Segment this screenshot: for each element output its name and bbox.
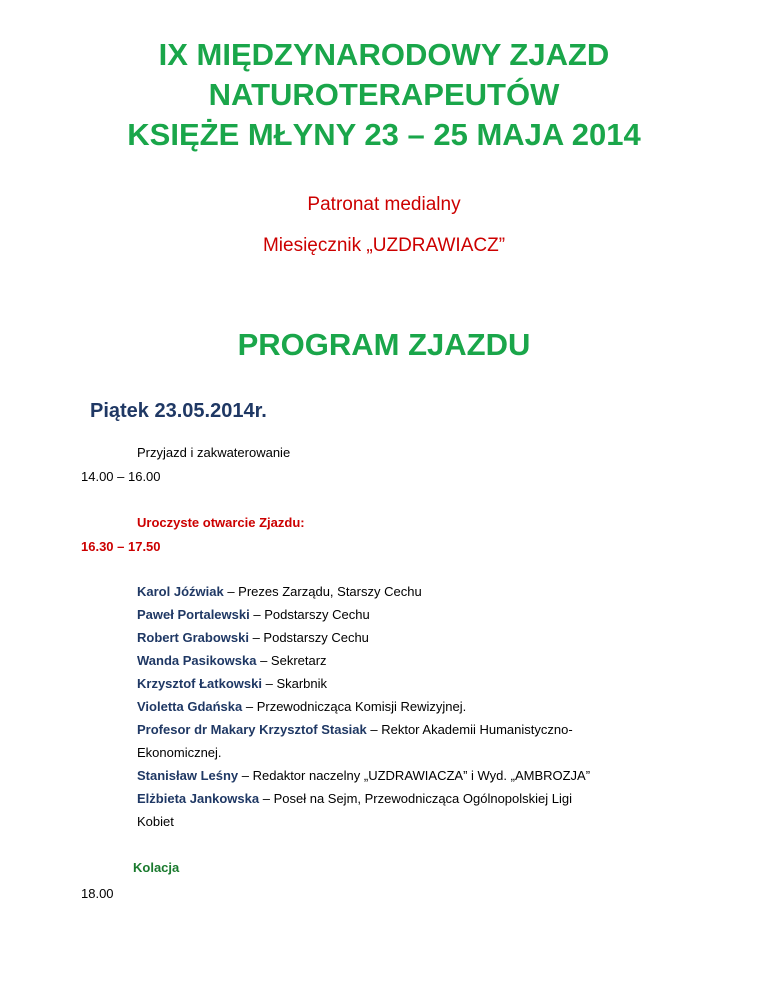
list-item: Stanisław Leśny – Redaktor naczelny „UZDRAWIACZA” i Wyd. „AMBROZJA” [137,768,591,783]
list-item: Wanda Pasikowska – Sekretarz [137,653,327,668]
dinner-time: 18.00 [81,886,114,901]
patronage-label: Patronat medialny [307,194,461,215]
list-item: Elżbieta Jankowska – Poseł na Sejm, Przewodnicząca Ogólnopolskiej Ligi [137,791,573,806]
list-item: Violetta Gdańska – Przewodnicząca Komisji Rewizyjnej. [137,699,467,714]
opening-label: Uroczyste otwarcie Zjazdu: [137,515,305,530]
list-item-continuation: Kobiet [137,814,174,829]
arrival-label: Przyjazd i zakwaterowanie [137,445,291,460]
day-heading: Piątek 23.05.2014r. [90,400,267,422]
opening-time: 16.30 – 17.50 [81,539,161,554]
title-line-1: IX MIĘDZYNARODOWY ZJAZD [158,37,610,72]
program-title: PROGRAM ZJAZDU [237,327,531,362]
list-item: Paweł Portalewski – Podstarszy Cechu [137,607,370,622]
list-item: Krzysztof Łatkowski – Skarbnik [137,676,328,691]
title-line-2: NATUROTERAPEUTÓW [208,77,560,112]
list-item-continuation: Ekonomicznej. [137,745,222,760]
list-item: Robert Grabowski – Podstarszy Cechu [137,630,369,645]
title-line-3: KSIĘŻE MŁYNY 23 – 25 MAJA 2014 [127,117,641,152]
dinner-label: Kolacja [133,860,180,875]
arrival-time: 14.00 – 16.00 [81,469,161,484]
magazine-name: Miesięcznik „UZDRAWIACZ” [262,235,506,256]
list-item: Profesor dr Makary Krzysztof Stasiak – Rektor Akademii Humanistyczno- [137,722,573,737]
list-item: Karol Jóźwiak – Prezes Zarządu, Starszy Cechu [137,584,422,599]
